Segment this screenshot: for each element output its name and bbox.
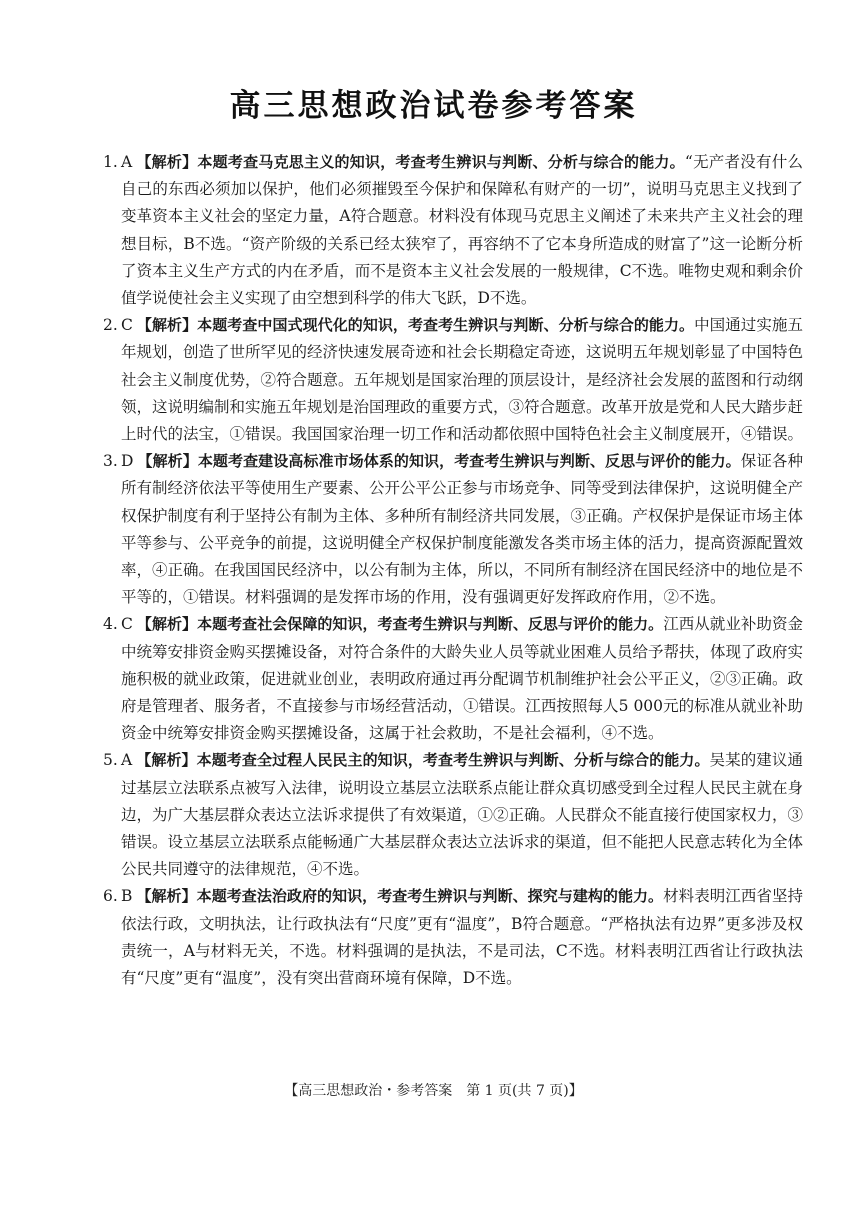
answer-item-6 (103, 883, 803, 992)
item-tag: 【解析】 (136, 887, 197, 906)
item-lead: 本题考查马克思主义的知识，考查考生辨识与判断、分析与综合的能力。 (197, 153, 685, 171)
item-answer: C (121, 316, 133, 335)
item-number: 4. (103, 615, 118, 634)
item-tag: 【解析】 (137, 452, 198, 471)
item-answer: B (121, 887, 133, 906)
item-text: 江西从就业补助资金中统筹安排资金购买摆摊设备，对符合条件的大龄失业人员等就业困难人员给予帮扶，体现了政府实施积极的就业政策，促进就业创业，表明政府通过再分配调节机制维护社会公平正义，②③正确。政府是管理者、服务者，不直接参与市场经营活动，①错误。江西按照每人5 000元的标准从就业补助资金中统筹安排资金购买摆摊设备，这属于社会救助，不是社会福利，④不选。 (121, 615, 804, 743)
item-number: 5. (103, 751, 118, 770)
item-tag: 【解析】 (136, 316, 198, 335)
item-number: 6. (103, 887, 118, 906)
answer-item-5 (103, 747, 803, 883)
item-answer: A (121, 153, 133, 171)
answer-item-3 (103, 448, 803, 611)
answer-item-4 (103, 611, 803, 747)
item-text: 材料表明江西省坚持依法行政，文明执法，让行政执法有“尺度”更有“温度”，B符合题意。“严格执法有边界”更多涉及权责统一，A与材料无关，不选。材料强调的是执法，不是司法，C不选。材料表明江西省让行政执法有“尺度”更有“温度”，没有突出营商环境有保障，D不选。 (121, 887, 803, 988)
item-number: 2. (103, 316, 118, 335)
item-answer: C (121, 615, 133, 634)
answer-list (103, 149, 803, 992)
page-footer: 【高三思想政治・参考答案 第 1 页(共 7 页)】 (284, 1083, 583, 1099)
item-tag: 【解析】 (136, 153, 198, 171)
item-lead: 本题考查中国式现代化的知识，考查考生辨识与判断、分析与综合的能力。 (197, 316, 695, 335)
item-text: 吴某的建议通过基层立法联系点被写入法律，说明设立基层立法联系点能让群众真切感受到全过程人民民主就在身边，为广大基层群众表达立法诉求提供了有效渠道，①②正确。人民群众不能直接行使国家权力，③错误。设立基层立法联系点能畅通广大基层群众表达立法诉求的渠道，但不能把人民意志转化为全体公民共同遵守的法律规范，④不选。 (121, 751, 804, 879)
answer-item-2 (103, 312, 803, 448)
item-answer: A (121, 751, 133, 770)
item-tag: 【解析】 (136, 751, 197, 770)
item-lead: 本题考查社会保障的知识，考查考生辨识与判断、反思与评价的能力。 (197, 615, 664, 634)
item-number: 3. (103, 452, 118, 471)
item-tag: 【解析】 (136, 615, 198, 634)
item-number: 1. (103, 153, 118, 171)
item-text: “无产者没有什么自己的东西必须加以保护，他们必须摧毁至今保护和保障私有财产的一切”，说明马克思主义找到了变革资本主义社会的坚定力量，A符合题意。材料没有体现马克思主义阐述了未来共产主义社会的理想目标，B不选。“资产阶级的关系已经太狭窄了，再容纳不了它本身所造成的财富了”这一论断分析了资本主义生产方式的内在矛盾，而不是资本主义社会发展的一般规律，C不选。唯物史观和剩余价值学说使社会主义实现了由空想到科学的伟大飞跃，D不选。 (121, 153, 803, 308)
item-lead: 本题考查法治政府的知识，考查考生辨识与判断、探究与建构的能力。 (196, 887, 664, 906)
page-title: 高三思想政治试卷参考答案 (229, 88, 638, 124)
item-lead: 本题考查建设高标准市场体系的知识，考查考生辨识与判断、反思与评价的能力。 (197, 452, 741, 471)
item-text: 保证各种所有制经济依法平等使用生产要素、公开公平公正参与市场竞争、同等受到法律保护，这说明健全产权保护制度有利于坚持公有制为主体、多种所有制经济共同发展，③正确。产权保护是保证市场主体平等参与、公平竞争的前提，这说明健全产权保护制度能激发各类市场主体的活力，提高资源配置效率，④正确。在我国国民经济中，以公有制为主体，所以，不同所有制经济在国民经济中的地位是不平等的，①错误。材料强调的是发挥市场的作用，没有强调更好发挥政府作用，②不选。 (121, 452, 804, 607)
item-text: 中国通过实施五年规划，创造了世所罕见的经济快速发展奇迹和社会长期稳定奇迹，这说明五年规划彰显了中国特色社会主义制度优势，②符合题意。五年规划是国家治理的顶层设计，是经济社会发展的蓝图和行动纲领，这说明编制和实施五年规划是治国理政的重要方式，③符合题意。改革开放是党和人民大踏步赶上时代的法宝，①错误。我国国家治理一切工作和活动都依照中国特色社会主义制度展开，④错误。 (121, 316, 804, 444)
item-answer: D (121, 452, 134, 471)
item-lead: 本题考查全过程人民民主的知识，考查考生辨识与判断、分析与综合的能力。 (196, 751, 710, 770)
answer-item-1 (103, 149, 803, 312)
